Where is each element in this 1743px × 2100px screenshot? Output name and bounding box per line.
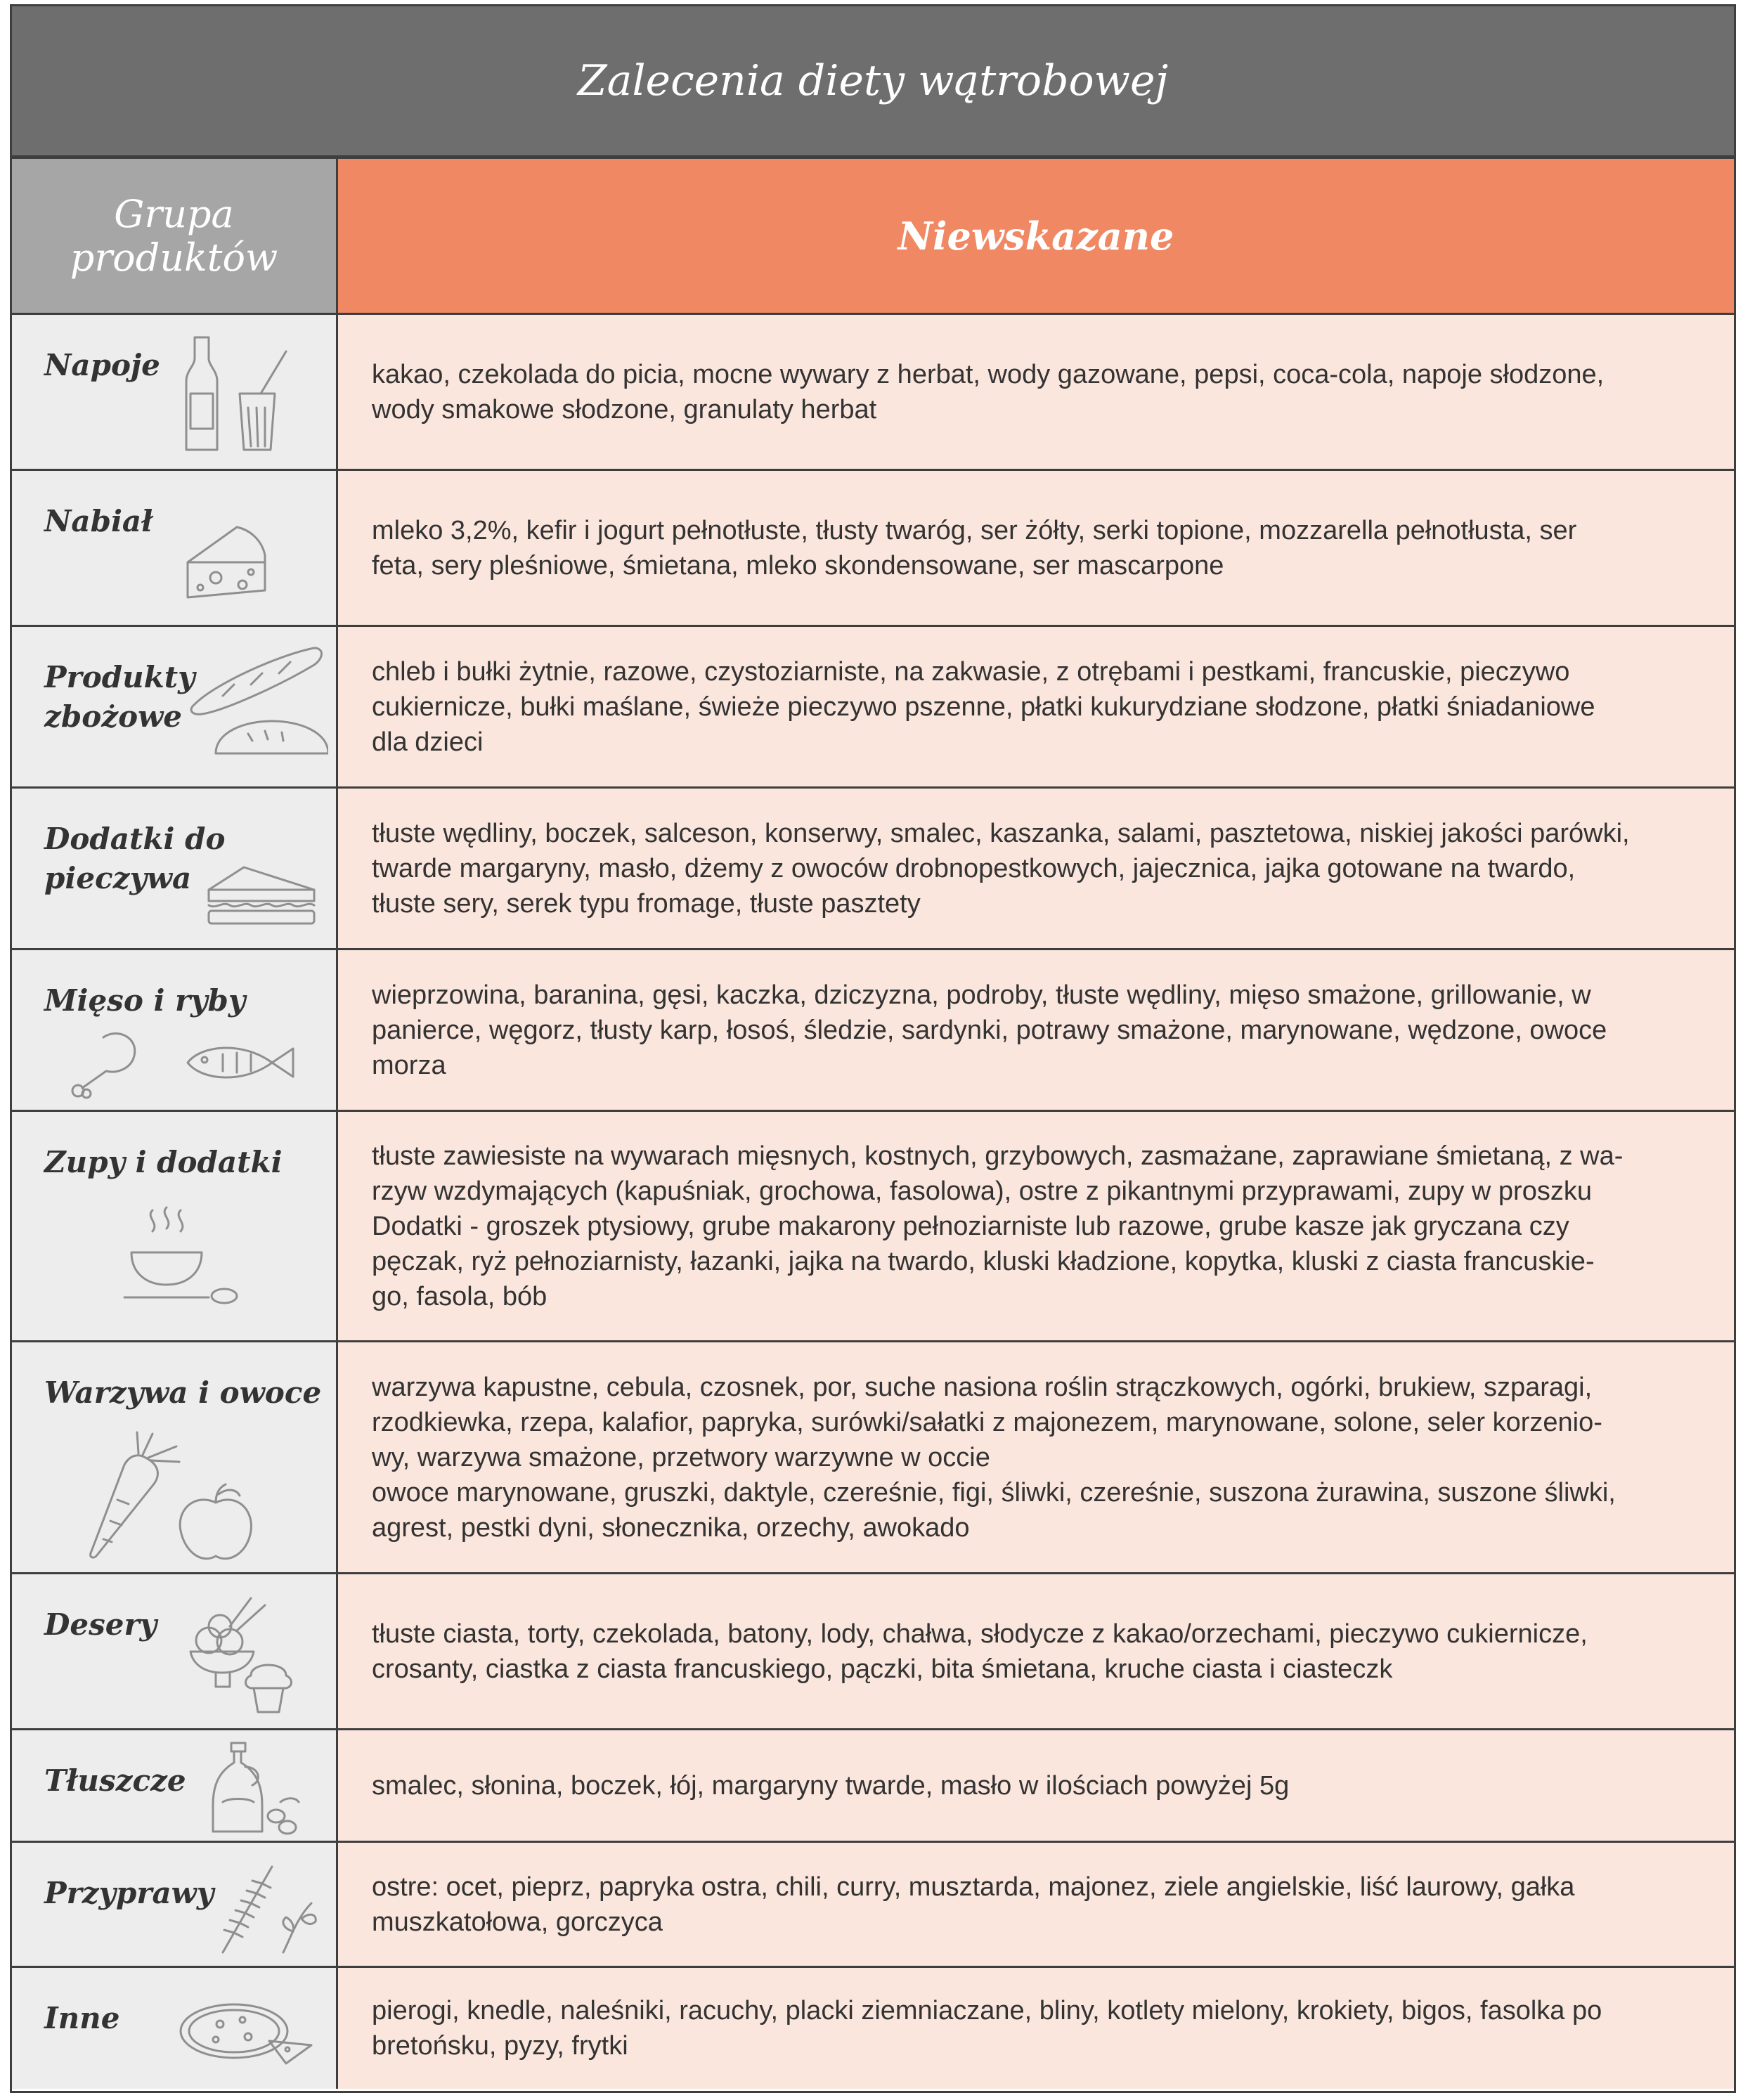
group-cell <box>12 627 338 786</box>
diet-table <box>10 159 1736 2093</box>
group-label: Tłuszcze <box>44 1763 186 1798</box>
bread-icon <box>188 641 328 774</box>
table-header-row <box>12 159 1734 315</box>
items-cell <box>338 1968 1734 2089</box>
group-label: Mięso i ryby <box>44 983 246 1018</box>
chicken-leg-and-fish-icon <box>61 1023 300 1101</box>
group-cell <box>12 950 338 1110</box>
items-cell <box>338 1843 1734 1966</box>
group-cell <box>12 1342 338 1572</box>
cheese-icon <box>181 520 272 604</box>
group-label: Warzywa i owoce <box>44 1375 322 1410</box>
group-cell <box>12 315 338 469</box>
table-row-warzywa-i-owoce <box>12 1342 1734 1574</box>
table-row-tluszcze <box>12 1730 1734 1843</box>
items-cell <box>338 315 1734 469</box>
items-text: wieprzowina, baranina, gęsi, kaczka, dziczyzna, podroby, tłuste wędliny, mięso smażone, grillowanie, w panierce, węgorz, tłusty karp, łosoś, śledzie, sardynki, potrawy smażone, marynowane, wędzone, owoce morza <box>372 980 1607 1080</box>
group-label: Napoje <box>44 348 160 382</box>
ice-cream-and-cupcake-icon <box>181 1591 300 1718</box>
table-row-zupy-i-dodatki <box>12 1112 1734 1342</box>
items-cell <box>338 1730 1734 1841</box>
items-text: tłuste wędliny, boczek, salceson, konserwy, smalec, kaszanka, salami, pasztetowa, niskiej jakości parówki, twarde margaryny, masło, dżemy z owoców drobnopestkowych, jajecznica, jajka gotowane na twardo, tłuste sery, serek typu fromage, tłuste pasztety <box>372 818 1630 919</box>
table-row-produkty-zbozowe <box>12 627 1734 789</box>
table-row-nabial <box>12 471 1734 627</box>
items-text: tłuste ciasta, torty, czekolada, batony, lody, chałwa, słodycze z kakao/orzechami, pieczywo cukiernicze, crosanty, ciastka z ciasta francuskiego, pączki, bita śmietana, kruche ciasta i ciasteczk <box>372 1619 1588 1684</box>
group-cell <box>12 471 338 625</box>
header-items-column: Niewskazane <box>338 159 1734 313</box>
group-cell <box>12 1112 338 1340</box>
items-text: smalec, słonina, boczek, łój, margaryny twarde, masło w ilościach powyżej 5g <box>372 1770 1290 1801</box>
group-label: Dodatki do pieczywa <box>44 822 226 895</box>
group-cell <box>12 789 338 948</box>
items-cell <box>338 1112 1734 1340</box>
group-label: Produkty zbożowe <box>44 660 195 734</box>
table-row-napoje <box>12 315 1734 471</box>
items-text: chleb i bułki żytnie, razowe, czystoziarniste, na zakwasie, z otrębami i pestkami, francuskie, pieczywo cukiernicze, bułki maślane, świeże pieczywo pszenne, płatki kukurydziane słodzone, płatki śniadaniowe dla dzieci <box>372 656 1595 757</box>
items-cell <box>338 471 1734 625</box>
table-title: Zalecenia diety wątrobowej <box>10 4 1736 159</box>
pizza-icon <box>178 1999 318 2069</box>
header-group-column <box>12 159 338 313</box>
group-cell <box>12 1574 338 1728</box>
items-cell <box>338 1574 1734 1728</box>
soup-bowl-icon <box>117 1203 244 1309</box>
group-cell <box>12 1843 338 1966</box>
table-row-przyprawy <box>12 1843 1734 1968</box>
table-row-dodatki-do-pieczywa <box>12 789 1734 950</box>
items-cell <box>338 789 1734 948</box>
table-row-mieso-i-ryby <box>12 950 1734 1112</box>
carrot-and-apple-icon <box>75 1430 265 1563</box>
group-cell <box>12 1730 338 1841</box>
oil-bottle-and-olives-icon <box>202 1739 300 1837</box>
items-text: tłuste zawiesiste na wywarach mięsnych, kostnych, grzybowych, zasmażane, zaprawiane śmietaną, z wa- rzyw wzdymających (kapuśniak, grochowa, fasolowa), ostre z pikantnymi przyprawami, zupy w proszku Dodatki - groszek ptysiowy, grube makarony pełnoziarniste lub razowe, grube kasze jak gryczana czy pęczak, ryż pełnoziarnisty, łazanki, jajka na twardo, kluski kładzione, kopytka, kluski z ciasta francuskie- go, fasola, bób <box>372 1141 1624 1311</box>
group-label: Desery <box>44 1607 157 1642</box>
sandwich-icon <box>202 862 321 932</box>
items-text: kakao, czekolada do picia, mocne wywary z herbat, wody gazowane, pepsi, coca-cola, napoje słodzone, wody smakowe słodzone, granulaty herbat <box>372 359 1605 424</box>
herbs-icon <box>216 1861 321 1959</box>
header-group-column-label: Grupa produktów <box>70 191 278 280</box>
group-label: Przyprawy <box>44 1876 214 1910</box>
table-row-desery <box>12 1574 1734 1730</box>
group-cell <box>12 1968 338 2089</box>
items-text: warzywa kapustne, cebula, czosnek, por, suche nasiona roślin strączkowych, ogórki, brukiew, szparagi, rzodkiewka, rzepa, kalafior, papryka, surówki/sałatki z majonezem, marynowane, solone, seler korzenio- wy, warzywa smażone, przetwory warzywne w occie owoce marynowane, gruszki, daktyle, czereśnie, figi, śliwki, czereśnie, suszona żurawina, suszone śliwki, agrest, pestki dyni, słonecznika, orzechy, awokado <box>372 1372 1616 1543</box>
items-cell <box>338 627 1734 786</box>
items-text: pierogi, knedle, naleśniki, racuchy, placki ziemniaczane, bliny, kotlety mielony, krokiety, bigos, fasolka po bretońsku, pyzy, frytki <box>372 1996 1602 2061</box>
bottle-and-glass-icon <box>181 330 307 457</box>
table-row-inne <box>12 1968 1734 2089</box>
items-cell <box>338 1342 1734 1572</box>
items-cell <box>338 950 1734 1110</box>
group-label: Nabiał <box>44 504 153 538</box>
items-text: mleko 3,2%, kefir i jogurt pełnotłuste, tłusty twaróg, ser żółty, serki topione, mozzarella pełnotłusta, ser feta, sery pleśniowe, śmietana, mleko skondensowane, ser mascarpone <box>372 515 1577 581</box>
group-label: Zupy i dodatki <box>44 1145 283 1179</box>
group-label: Inne <box>44 2001 120 2035</box>
diet-table-page <box>10 4 1736 2093</box>
items-text: ostre: ocet, pieprz, papryka ostra, chili, curry, musztarda, majonez, ziele angielskie, liść laurowy, gałka muszkatołowa, gorczyca <box>372 1872 1575 1937</box>
